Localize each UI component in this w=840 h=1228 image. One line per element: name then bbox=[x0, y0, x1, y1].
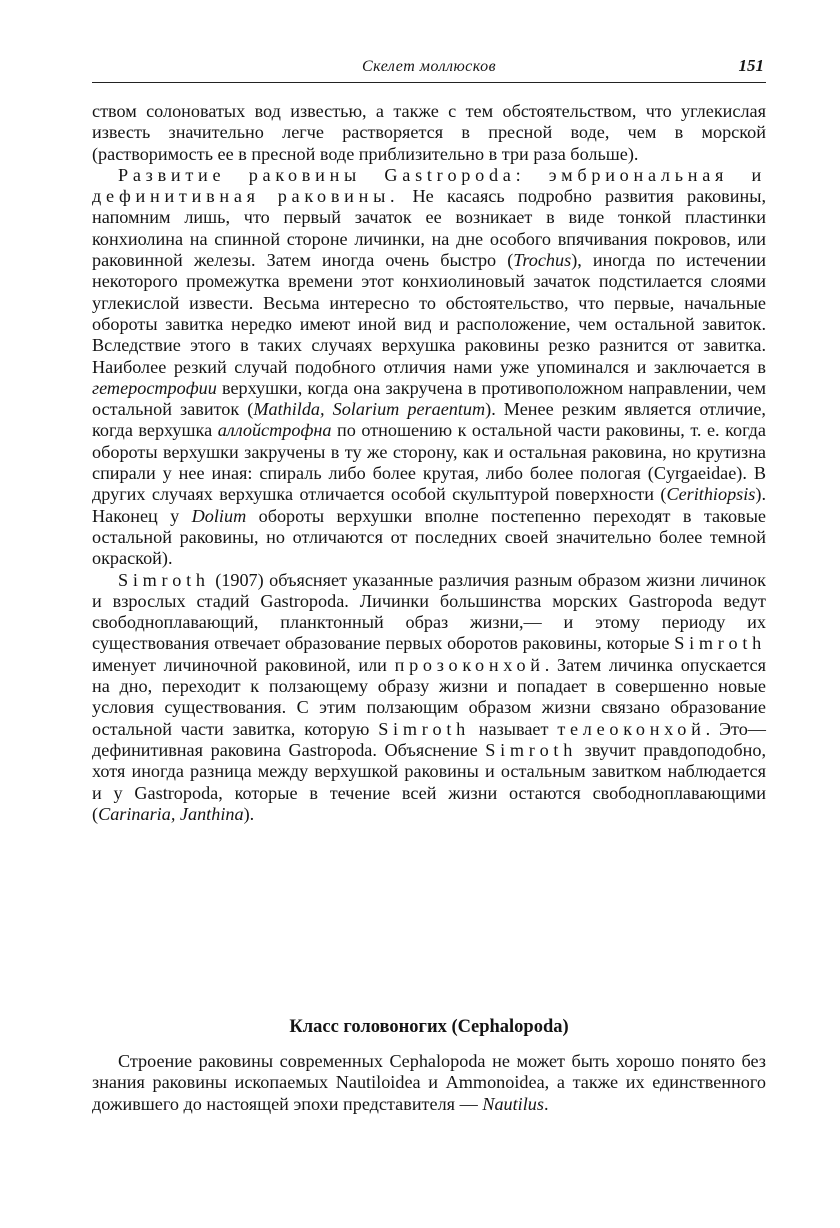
paragraph-1 bbox=[92, 101, 766, 165]
p3-italic-1: Carinaria, Janthina bbox=[98, 803, 244, 824]
p2-text-5: по отношению к остальной части раковины, т. е. когда обороты верхушки закручены в ту же сторону, как и остальная раковина, но крутизна спирали у нее иная: спираль либо более крутая, либо более пологая (Cyrgaeidae). В других случаях верхушка отличается особой скульптурой поверхности ( bbox=[92, 420, 766, 505]
p2-text-3: верхушки, когда она закручена в противоположном направлении, чем остальной завиток ( bbox=[92, 377, 766, 420]
main-text bbox=[92, 101, 766, 825]
paragraph-3 bbox=[92, 570, 766, 826]
page-header bbox=[92, 56, 766, 83]
p4-text-1: Строение раковины современных Cephalopoda не может быть хорошо понято без знания раковины ископаемых Nautiloidea и Ammonoidea, а также их единственного дожившего до настоящей эпохи представителя — bbox=[92, 1051, 766, 1114]
p2-italic-4: аллойстрофна bbox=[217, 420, 332, 441]
p3-text-7: ). bbox=[243, 803, 255, 824]
p3-term-1: прозоконхой bbox=[394, 654, 545, 675]
p4-text-2: . bbox=[543, 1093, 549, 1114]
p2-italic-5: Cerithiopsis bbox=[666, 484, 756, 505]
p3-text-1: (1907) объясняет указанные различия разным образом жизни личинок и взрослых стадий Gastropoda. Личинки большинства морских Gastropoda ведут свободноплавающий, планктонный образ жизни,— и этому периоду их существования отвечает образование первых оборотов раковины, которые bbox=[92, 569, 766, 654]
p3-author-3: Simroth bbox=[378, 718, 470, 739]
p3-author-2: Simroth bbox=[674, 633, 766, 654]
p2-italic-3: Mathilda, Solarium peraentum bbox=[253, 399, 486, 420]
p2-italic-2: гетерострофии bbox=[92, 377, 217, 398]
p3-text-4: называет bbox=[469, 718, 558, 739]
p2-text-4: ). Менее резким является отличие, когда верхушка bbox=[92, 399, 766, 441]
p3-text-2: именует личиночной раковиной, или bbox=[92, 654, 395, 675]
p3-text-3: . Затем личинка опускается на дно, переходит к ползающему образу жизни и попадает в совершенно новые условия существования. С этим ползающим образом жизни связано образование остальной части завитка, которую bbox=[92, 654, 766, 739]
paragraph-4 bbox=[92, 1051, 766, 1115]
p3-author-4: Simroth bbox=[485, 739, 578, 760]
p2-text-6: ). Наконец у bbox=[92, 484, 766, 526]
p2-text-1: Не касаясь подробно развития раковины, напомним лишь, что первый зачаток ее возникает в виде тонкой пластинки конхиолина на спинной стороне личинки, на дне особого впячивания покровов, или раковинной железы. Затем иногда очень быстро ( bbox=[92, 186, 766, 271]
p2-italic-6: Dolium bbox=[191, 505, 247, 526]
p3-term-2: телеоконхой bbox=[557, 718, 706, 739]
p4-italic-1: Nautilus bbox=[482, 1093, 544, 1114]
p3-text-5: . Это—дефинитивная раковина Gastropoda. Объяснение bbox=[92, 718, 766, 760]
paragraph-1-text: ством солоноватых вод известью, а также с тем обстоятельством, что углекислая известь значительно легче растворяется в пресной воде, чем в морской (растворимость ее в пресной воде приблизительно в три раза больше). bbox=[92, 101, 766, 164]
p2-text-2: ), иногда по истечении некоторого промежутка времени этот конхиолиновый зачаток подстилается слоями углекислой извести. Весьма интересно то обстоятельство, что первые, начальные обороты завитка нередко имеют иной вид и расположение, чем остальной завиток. Вследствие этого в таких случаях верхушка раковины резко разнится от завитка. Наиболее резкий случай подобного отличия нами уже упоминался и заключается в bbox=[92, 250, 766, 377]
p3-author-1: Simroth bbox=[118, 569, 210, 590]
running-title: Скелет моллюсков bbox=[361, 58, 497, 75]
section-heading: Класс головоногих (Cephalopoda) bbox=[289, 1017, 569, 1037]
paragraph-2-lead: Развитие раковины Gastropoda: эмбриональная и дефинитивная раковины. bbox=[92, 164, 766, 207]
p2-italic-1: Trochus bbox=[513, 250, 572, 271]
section-text bbox=[92, 1051, 766, 1115]
p2-text-7: обороты верхушки вполне постепенно переходят в таковые остальной раковины, но отличаются от последних своей значительно более темной окраской). bbox=[92, 505, 766, 569]
page-number: 151 bbox=[738, 56, 764, 75]
p3-text-6: звучит правдоподобно, хотя иногда разница между верхушкой раковины и остальным завитком наблюдается и у Gastropoda, которые в течение всей жизни остаются свободноплавающими ( bbox=[92, 739, 767, 824]
paragraph-2 bbox=[92, 165, 766, 570]
